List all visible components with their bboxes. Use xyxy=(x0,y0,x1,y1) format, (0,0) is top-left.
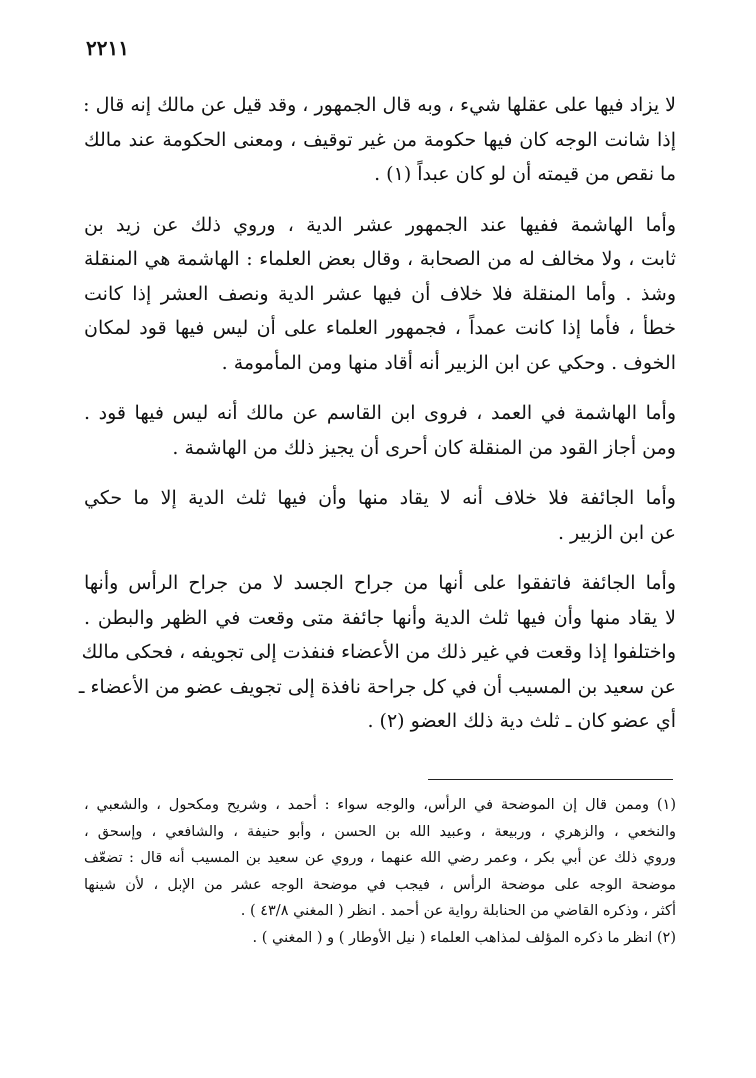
footnote xyxy=(84,792,676,925)
paragraph xyxy=(78,566,676,739)
text-line: واختلفوا إذا وقعت في غير ذلك من الأعضاء فنفذت إلى تجويفه ، فحكى مالك xyxy=(81,641,676,663)
footnotes xyxy=(84,792,676,951)
text-line: وأما الهاشمة ففيها عند الجمهور عشر الدية ، وروي ذلك عن زيد بن xyxy=(84,213,676,236)
footnote-line: أكثر ، وذكره القاضي من الحنابلة رواية عن أحمد . انظر ( المغني ٤٣/٨ ) . xyxy=(240,903,676,919)
text-line: ومن أجاز القود من المنقلة كان أحرى أن يجيز ذلك من الهاشمة . xyxy=(172,436,676,459)
text-line: لا يزاد فيها على عقلها شيء ، وبه قال الجمهور ، وقد قيل عن مالك إنه قال : xyxy=(83,94,676,116)
footnote-line: (٢) انظر ما ذكره المؤلف لمذاهب العلماء ( نيل الأوطار ) و ( المغني ) . xyxy=(252,929,676,946)
text-line: أي عضو كان ـ ثلث دية ذلك العضو (٢) . xyxy=(367,710,676,732)
footnote-divider xyxy=(428,779,673,780)
text-line: ثابت ، ولا مخالف له من الصحابة ، وقال بعض العلماء : الهاشمة هي المنقلة xyxy=(84,248,676,270)
paragraph xyxy=(84,208,676,381)
page-number: ٢٢١١ xyxy=(86,36,129,60)
footnote-line: وروي ذلك عن أبي بكر ، وعمر رضي الله عنهما ، وروي عن سعيد بن المسيب أنه قال : تضعّف xyxy=(84,850,676,866)
text-line: عن سعيد بن المسيب أن في كل جراحة نافذة إلى تجويف عضو من الأعضاء ـ xyxy=(78,675,676,698)
text-line: عن ابن الزبير . xyxy=(557,521,676,544)
text-line: وأما الجائفة فلا خلاف أنه لا يقاد منها وأن فيها ثلث الدية إلا ما حكي xyxy=(84,487,676,509)
text-line: الخوف . وحكي عن ابن الزبير أنه أقاد منها ومن المأمومة . xyxy=(221,351,676,374)
main-text xyxy=(78,88,676,755)
footnote xyxy=(84,925,676,952)
text-line: خطأ ، فأما إذا كانت عمداً ، فجمهور العلماء على أن ليس فيها قود لمكان xyxy=(84,317,676,339)
paragraph xyxy=(84,396,676,465)
paragraph xyxy=(84,88,676,192)
text-line: وشذ . وأما المنقلة فلا خلاف أن فيها عشر الدية ونصف العشر إذا كانت xyxy=(84,282,676,305)
text-line: إذا شانت الوجه كان فيها حكومة من غير توقيف ، ومعنى الحكومة عند مالك xyxy=(84,128,676,151)
text-line: ما نقص من قيمته أن لو كان عبداً (١) . xyxy=(374,163,676,185)
paragraph xyxy=(84,481,676,550)
text-line: لا يقاد منها وأن فيها ثلث الدية وأنها جائفة متى وقعت في الظهر والبطن . xyxy=(84,606,676,629)
footnote-line: والنخعي ، والزهري ، وربيعة ، وعبيد الله بن الحسن ، وأبو حنيفة ، والشافعي ، وإسحق ، xyxy=(84,823,676,840)
text-line: وأما الجائفة فاتفقوا على أنها من جراح الجسد لا من جراح الرأس وأنها xyxy=(84,572,676,594)
footnote-line: (١) وممن قال إن الموضحة في الرأس، والوجه سواء : أحمد ، وشريح ومكحول ، والشعبي ، xyxy=(84,797,676,813)
footnote-line: موضحة الوجه على موضحة الرأس ، فيجب في موضحة الوجه عشر من الإبل ، لأن شينها xyxy=(84,876,676,893)
text-line: وأما الهاشمة في العمد ، فروى ابن القاسم عن مالك أنه ليس فيها قود . xyxy=(84,402,676,424)
